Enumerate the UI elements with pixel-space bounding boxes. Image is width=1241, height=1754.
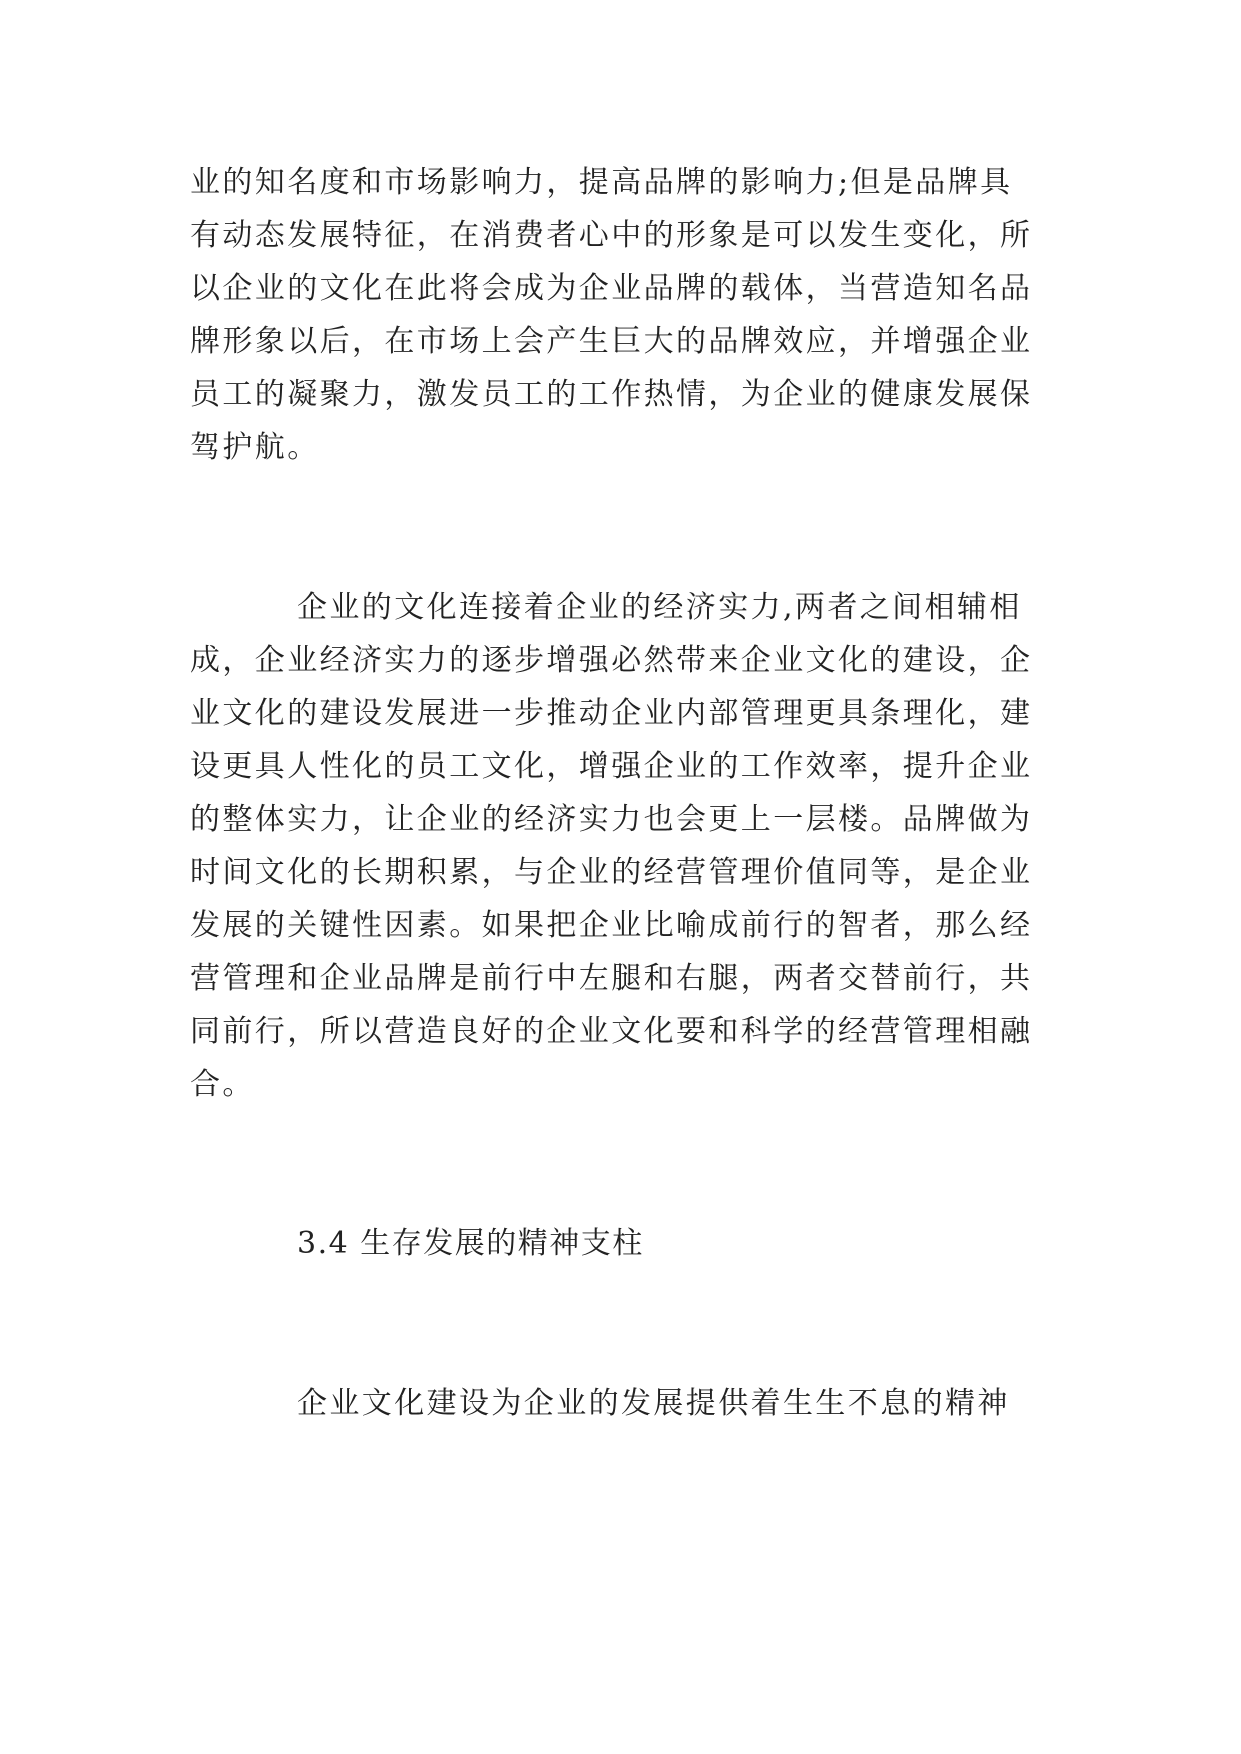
text-line: 合。: [190, 1067, 255, 1102]
section-heading: 3.4 生存发展的精神支柱: [297, 1226, 644, 1261]
text-line: 企业文化建设为企业的发展提供着生生不息的精神: [297, 1386, 1010, 1421]
text-line: 设更具人性化的员工文化，增强企业的工作效率，提升企业: [190, 749, 1033, 784]
text-line: 发展的关键性因素。如果把企业比喻成前行的智者，那么经: [190, 908, 1033, 943]
text-line: 时间文化的长期积累，与企业的经营管理价值同等，是企业: [190, 855, 1033, 890]
text-line: 有动态发展特征，在消费者心中的形象是可以发生变化，所: [190, 218, 1033, 253]
text-line: 业文化的建设发展进一步推动企业内部管理更具条理化，建: [190, 696, 1033, 731]
text-line: 牌形象以后，在市场上会产生巨大的品牌效应，并增强企业: [190, 324, 1033, 359]
text-line: 业的知名度和市场影响力，提高品牌的影响力;但是品牌具: [190, 165, 1013, 200]
text-line: 以企业的文化在此将会成为企业品牌的载体，当营造知名品: [190, 271, 1033, 306]
text-line: 营管理和企业品牌是前行中左腿和右腿，两者交替前行，共: [190, 961, 1033, 996]
text-line: 员工的凝聚力，激发员工的工作热情，为企业的健康发展保: [190, 377, 1033, 412]
text-line: 驾护航。: [190, 430, 320, 465]
text-line: 的整体实力，让企业的经济实力也会更上一层楼。品牌做为: [190, 802, 1033, 837]
text-line: 企业的文化连接着企业的经济实力,两者之间相辅相: [297, 590, 1022, 625]
text-line: 同前行，所以营造良好的企业文化要和科学的经营管理相融: [190, 1014, 1033, 1049]
text-line: 成，企业经济实力的逐步增强必然带来企业文化的建设，企: [190, 643, 1033, 678]
